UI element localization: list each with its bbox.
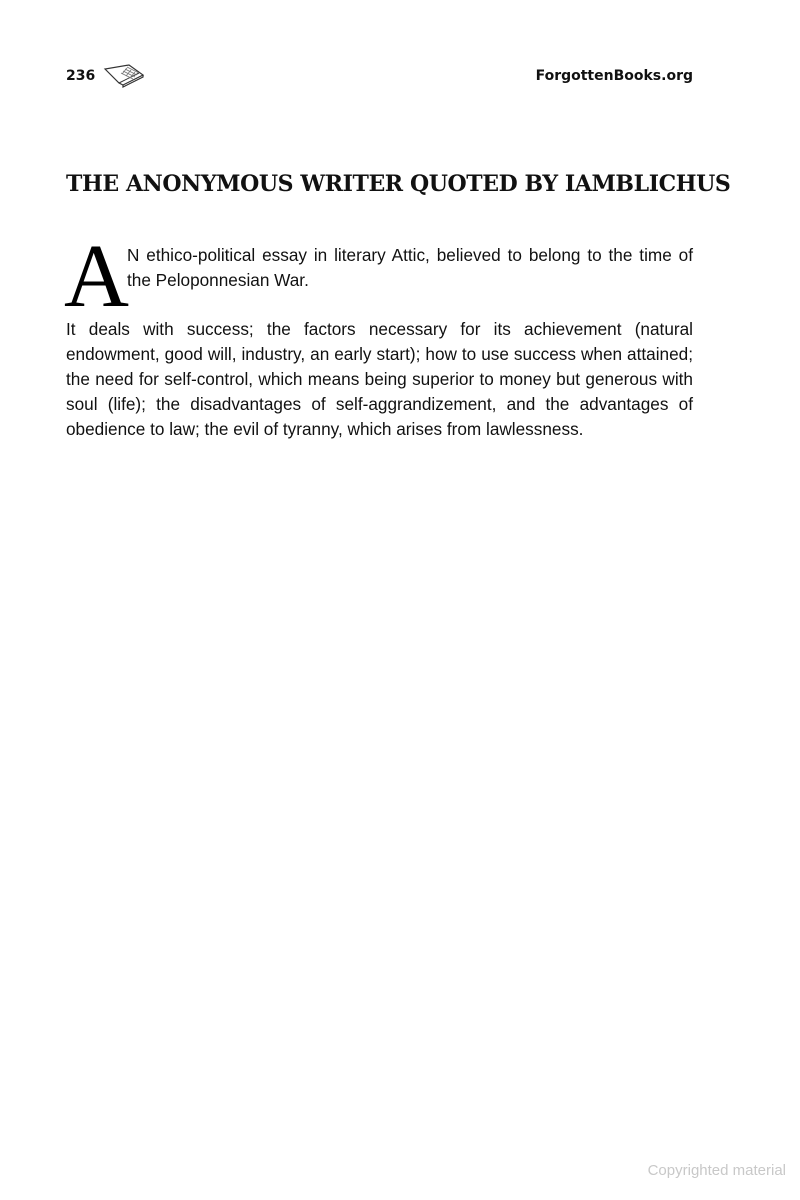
site-name: ForgottenBooks.org — [535, 68, 693, 84]
paragraph-1: N ethico-political essay in literary Attic, believed to belong to the time of the Peloponnesian War. — [127, 245, 693, 290]
paragraph-2: It deals with success; the factors necessary for its achievement (natural endowment, good will, industry, an early start); how to use success when attained; the need for self-control, which means being superior to money but generous with soul (life); the disadvantages of self-aggrandizement, and the advantages of obedience to law; the evil of tyranny, which arises from lawlessness. — [66, 319, 693, 439]
open-book-icon — [103, 63, 145, 89]
copyright-watermark: Copyrighted material — [647, 1162, 786, 1179]
chapter-title: THE ANONYMOUS WRITER QUOTED BY IAMBLICHUS — [66, 170, 731, 197]
page-number: 236 — [66, 68, 96, 84]
drop-cap: A — [64, 227, 129, 326]
